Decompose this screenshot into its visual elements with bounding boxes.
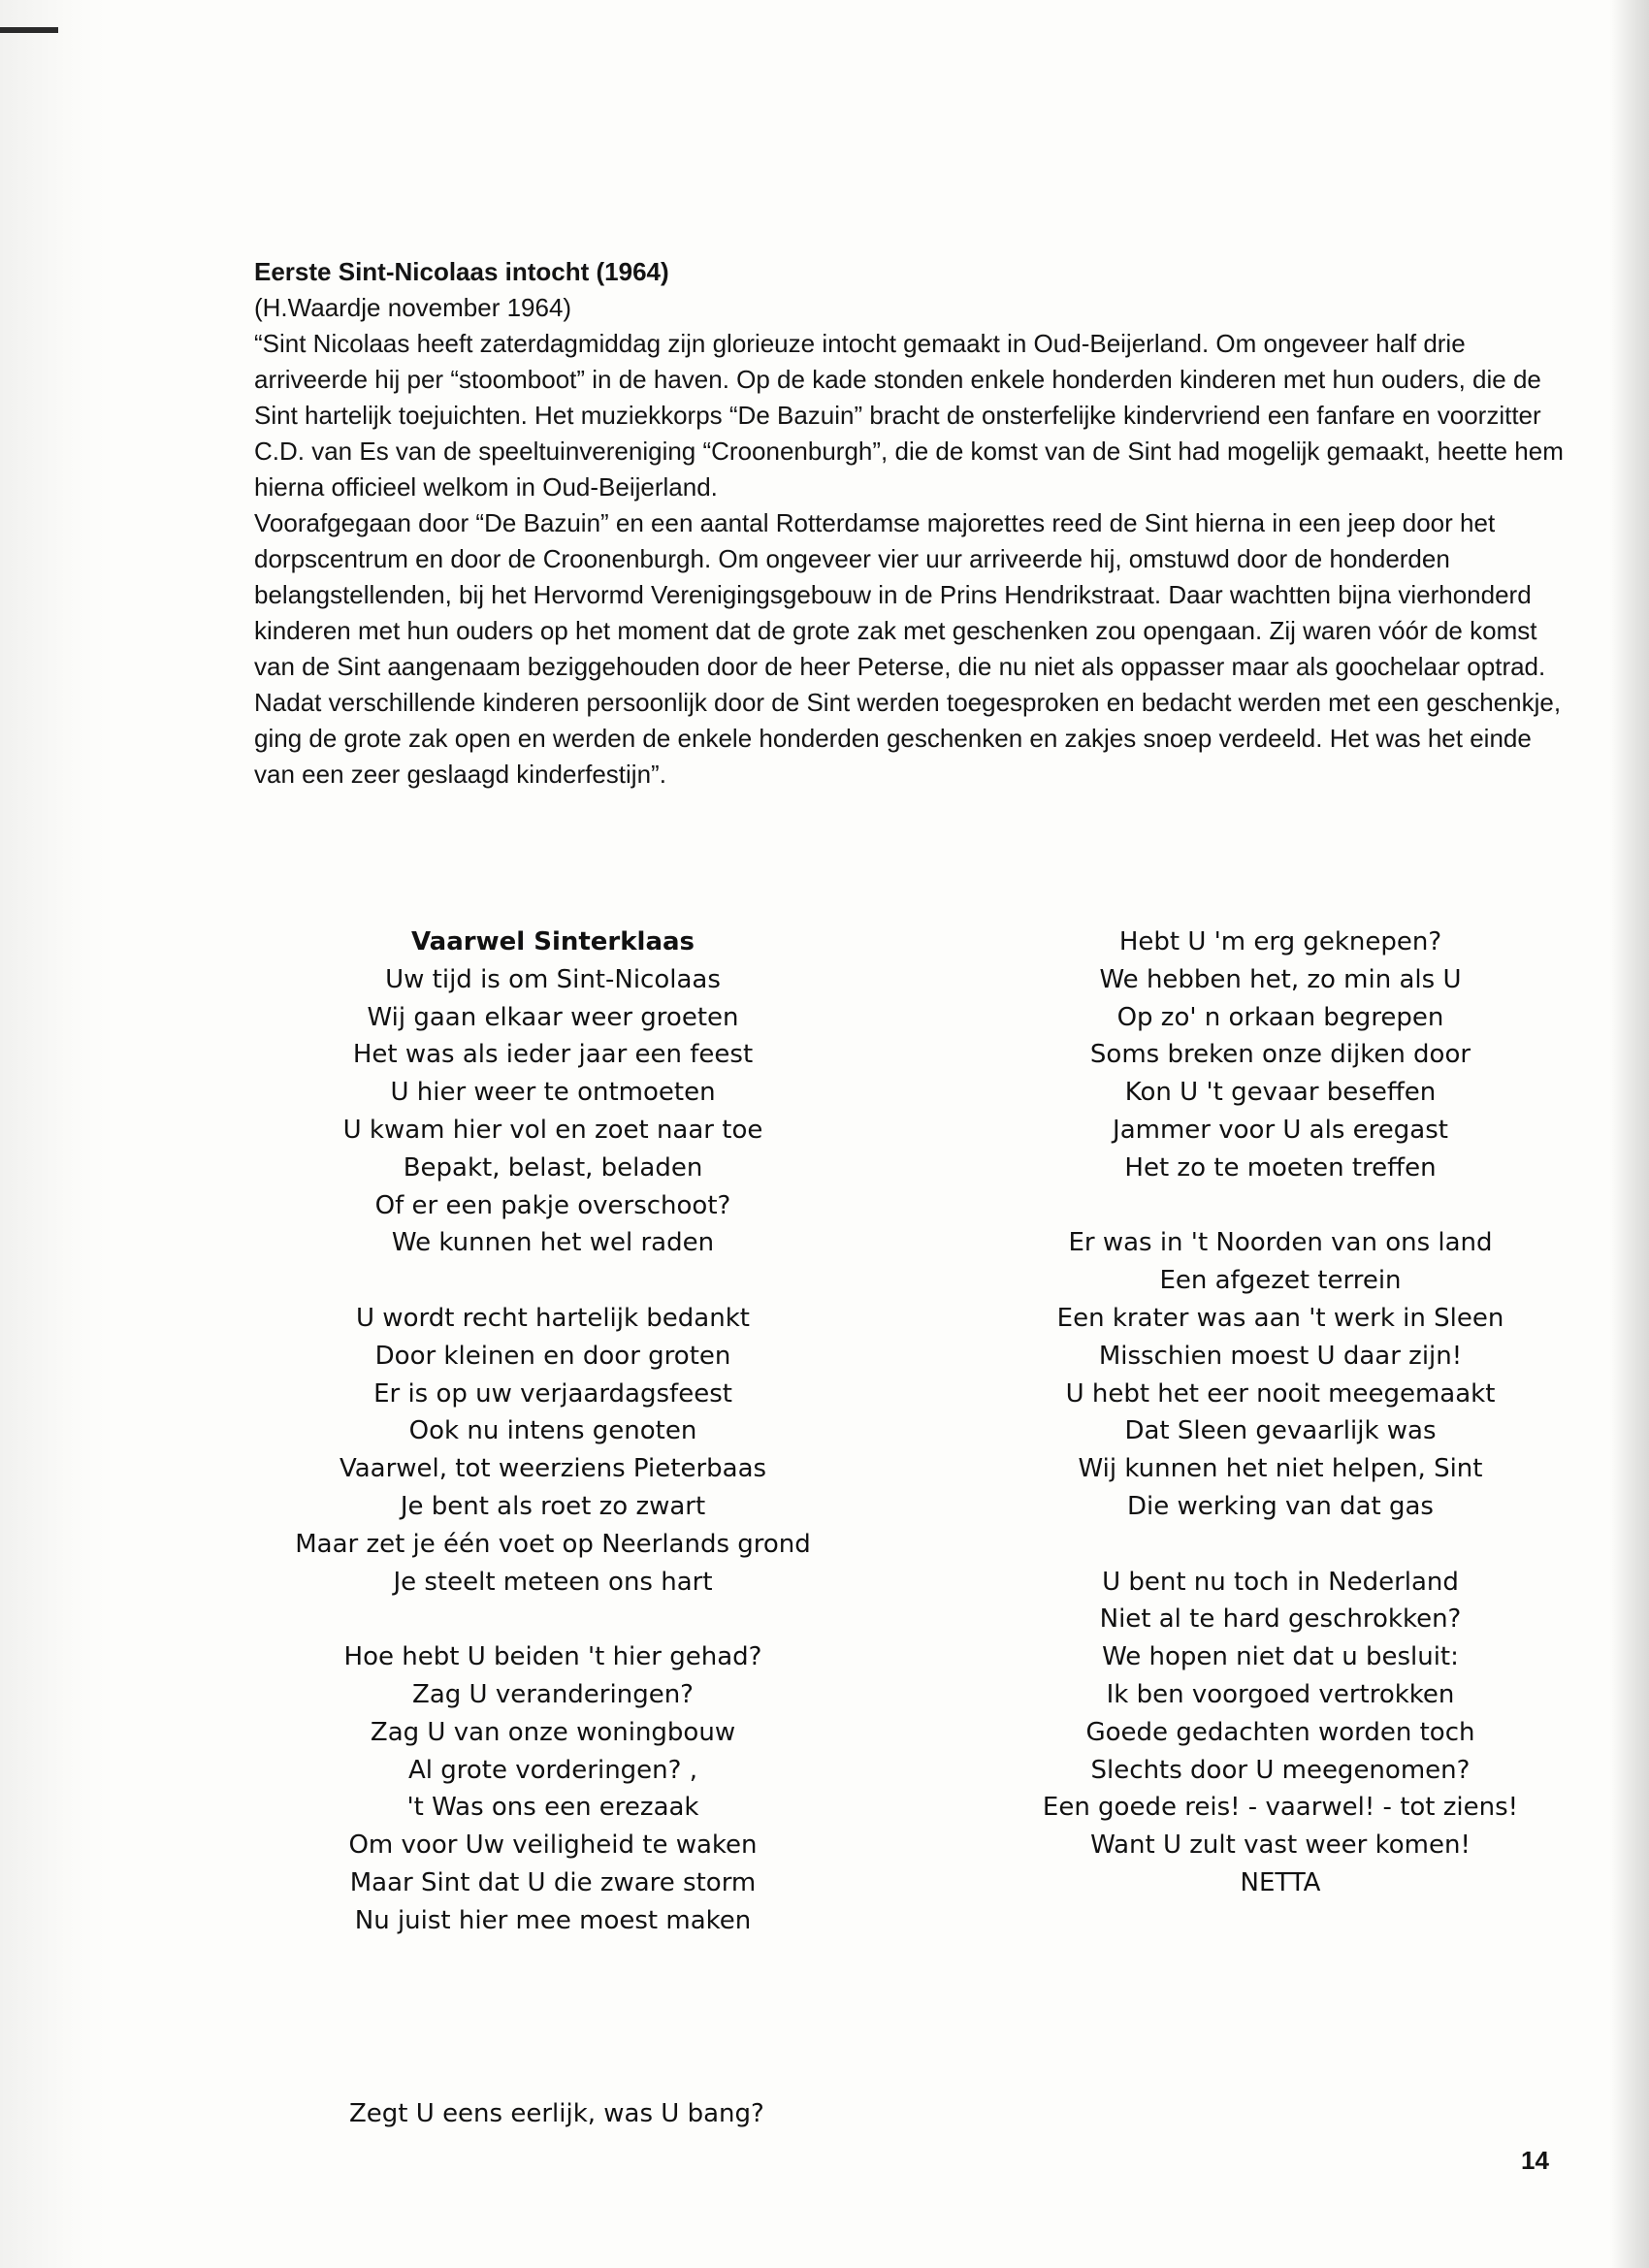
poem-line: Bepakt, belast, beladen [403, 1152, 703, 1183]
poem-line: Er is op uw verjaardagsfeest [373, 1378, 732, 1409]
stanza-break [252, 1262, 854, 1300]
article [254, 254, 1573, 793]
poem-left-column [252, 923, 854, 1940]
poem-line: Een goede reis! - vaarwel! - tot ziens! [1042, 1793, 1519, 1823]
poem-line: Een krater was aan 't werk in Sleen [1056, 1303, 1504, 1333]
stanza-break [980, 1526, 1581, 1564]
article-paragraph: Nadat verschillende kinderen persoonlijk door de Sint werden toegesproken en bedacht werden met een geschenkje, ging de grote zak open en werden de enkele honderden geschenken en zakjes snoep verdeeld. Het was het einde van een zeer geslaagd kinderfestijn”. [254, 688, 1562, 789]
poem-line: Dat Sleen gevaarlijk was [1124, 1416, 1437, 1446]
poem-line: 't Was ons een erezaak [406, 1793, 699, 1823]
poem-line: Al grote vorderingen? , [408, 1755, 697, 1785]
poem-line: Goede gedachten worden toch [1085, 1717, 1475, 1747]
poem-right-column [980, 923, 1581, 1902]
poem-line: Uw tijd is om Sint-Nicolaas [385, 964, 721, 994]
page-number: 14 [1521, 2146, 1549, 2175]
poem-line: Wij kunnen het niet helpen, Sint [1078, 1454, 1483, 1484]
poem-line: Misschien moest U daar zijn! [1098, 1341, 1463, 1371]
article-paragraph: Voorafgegaan door “De Bazuin” en een aantal Rotterdamse majorettes reed de Sint hierna in een jeep door het dorpscentrum en door de Croonenburgh. Om ongeveer vier uur arriveerde hij, omstuwd door de honderden belangstellenden, bij het Hervormd Verenigingsgebouw in de Prins Hendrikstraat. Daar wachtten bijna vierhonderd kinderen met hun ouders op het moment dat de grote zak met geschenken zou opengaan. Zij waren vóór de komst van de Sint aangenaam beziggehouden door de heer Peterse, die nu niet als oppasser maar als goochelaar optrad. [254, 508, 1546, 681]
poem-line: Je steelt meteen ons hart [393, 1567, 713, 1597]
poem-line: U kwam hier vol en zoet naar toe [342, 1115, 763, 1145]
poem-signature: NETTA [1240, 1867, 1321, 1897]
poem-line: Hoe hebt U beiden 't hier gehad? [343, 1642, 762, 1672]
scan-left-edge [0, 0, 107, 2268]
stanza-break [980, 1187, 1581, 1225]
poem-line: U hier weer te ontmoeten [390, 1078, 716, 1108]
poem-line: U wordt recht hartelijk bedankt [356, 1303, 750, 1333]
poem-line: Maar Sint dat U die zware storm [349, 1867, 757, 1897]
poem-line: Er was in 't Noorden van ons land [1068, 1228, 1493, 1258]
poem-line: Nu juist hier mee moest maken [354, 1905, 752, 1935]
poem-line: Een afgezet terrein [1159, 1266, 1402, 1296]
poem-last-line: Zegt U eens eerlijk, was U bang? [349, 2099, 764, 2128]
poem-line: Want U zult vast weer komen! [1090, 1831, 1471, 1861]
poem-line: Kon U 't gevaar beseffen [1124, 1078, 1437, 1108]
scan-corner-mark [0, 27, 58, 33]
poem-line: Ook nu intens genoten [408, 1416, 697, 1446]
poem-line: Die werking van dat gas [1127, 1491, 1434, 1521]
poem-line: We hopen niet dat u besluit: [1102, 1642, 1459, 1672]
poem-line: Hebt U 'm erg geknepen? [1118, 927, 1442, 956]
poem-line: U hebt het eer nooit meegemaakt [1065, 1378, 1496, 1409]
poem-line: U bent nu toch in Nederland [1102, 1567, 1459, 1597]
scan-right-edge [1610, 0, 1649, 2268]
poem-line: Het zo te moeten treffen [1124, 1152, 1437, 1183]
poem-line: Ik ben voorgoed vertrokken [1106, 1679, 1455, 1709]
poem-line: Om voor Uw veiligheid te waken [348, 1831, 758, 1861]
poem-line: Slechts door U meegenomen? [1090, 1755, 1471, 1785]
poem-title: Vaarwel Sinterklaas [410, 927, 695, 956]
article-source: (H.Waardje november 1964) [254, 293, 572, 322]
poem-line: Op zo' n orkaan begrepen [1116, 1002, 1444, 1032]
article-title: Eerste Sint-Nicolaas intocht (1964) [254, 257, 669, 286]
poem-line: Wij gaan elkaar weer groeten [367, 1002, 739, 1032]
poem-line: Zag U veranderingen? [412, 1679, 694, 1709]
poem-line: Je bent als roet zo zwart [400, 1491, 706, 1521]
poem-line: Door kleinen en door groten [374, 1341, 731, 1371]
poem-line: Maar zet je één voet op Neerlands grond [295, 1529, 811, 1559]
poem-line: Zag U van onze woningbouw [370, 1717, 736, 1747]
article-paragraph: “Sint Nicolaas heeft zaterdagmiddag zijn glorieuze intocht gemaakt in Oud-Beijerland. Om ongeveer half drie arriveerde hij per “stoomboot” in de haven. Op de kade stonden enkele honderden kinderen met hun ouders, die de Sint hartelijk toejuichten. Het muziekkorps “De Bazuin” bracht de onsterfelijke kindervriend een fanfare en voorzitter C.D. van Es van de speeltuinvereniging “Croonenburgh”, die de komst van de Sint had mogelijk gemaakt, heette hem hierna officieel welkom in Oud-Beijerland. [254, 329, 1564, 502]
poem-line: Soms breken onze dijken door [1089, 1040, 1471, 1070]
poem-line: Jammer voor U als eregast [1113, 1115, 1448, 1145]
poem-line: Het was als ieder jaar een feest [352, 1040, 754, 1070]
poem-line: Vaarwel, tot weerziens Pieterbaas [339, 1454, 767, 1484]
poem-line: Of er een pakje overschoot? [374, 1190, 731, 1220]
poem-line: We hebben het, zo min als U [1099, 964, 1462, 994]
stanza-break [252, 1601, 854, 1638]
poem-line: We kunnen het wel raden [391, 1228, 715, 1258]
poem-line: Niet al te hard geschrokken? [1099, 1604, 1462, 1635]
